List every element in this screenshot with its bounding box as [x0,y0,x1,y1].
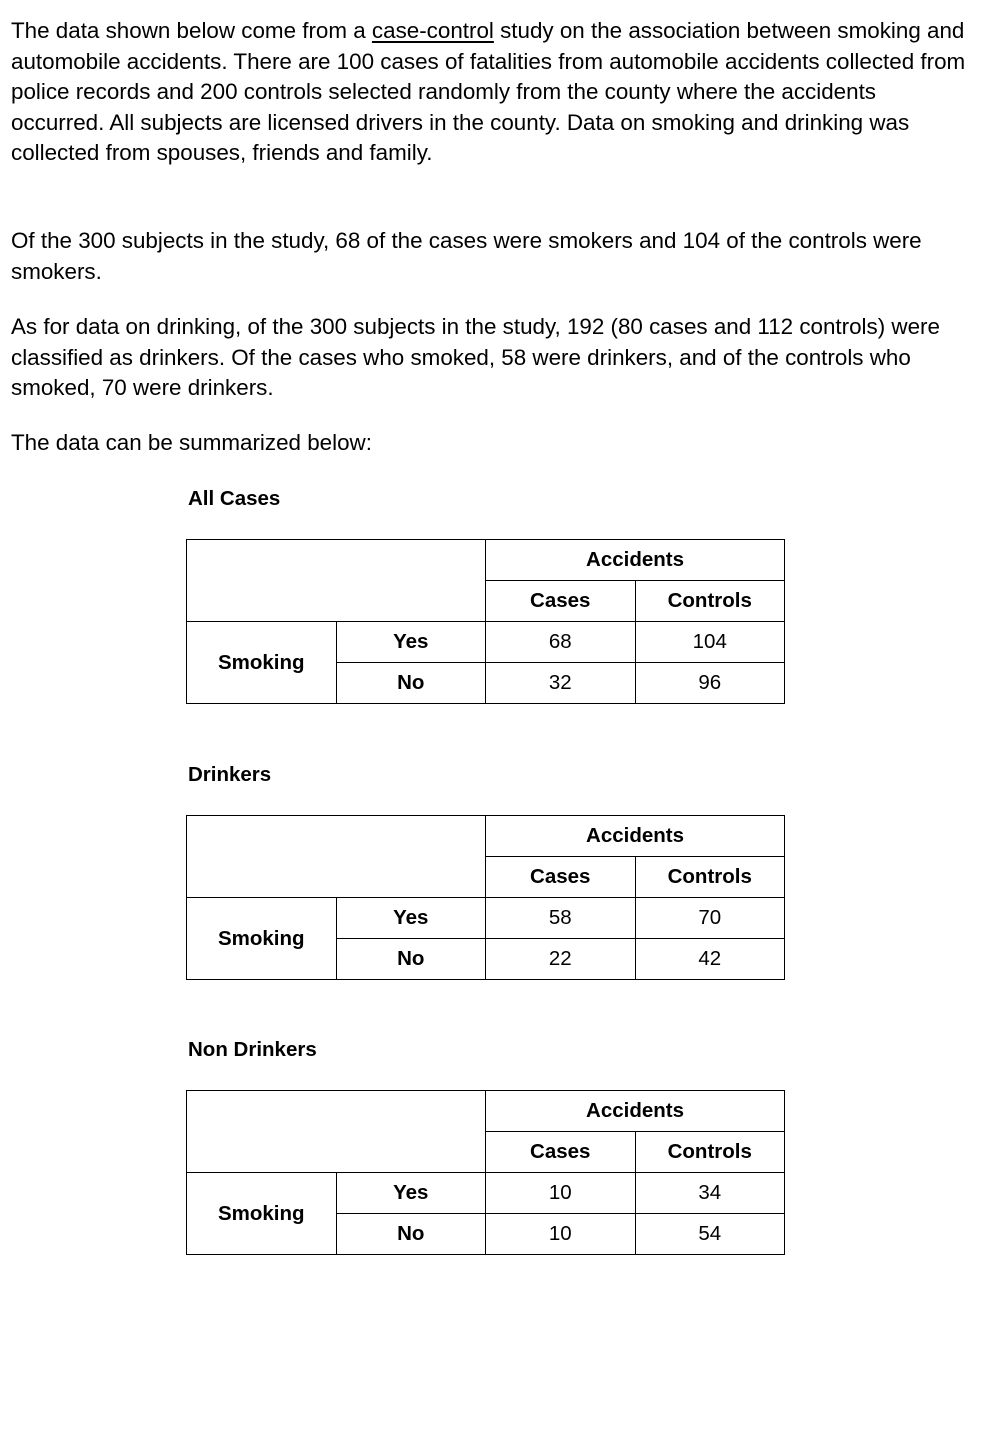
no-cases-value: 10 [486,1214,636,1255]
no-cases-value: 22 [486,939,636,980]
controls-header: Controls [635,1132,785,1173]
intro-paragraph [11,16,971,169]
no-controls-value: 54 [635,1214,785,1255]
no-controls-value: 96 [635,663,785,704]
smokers-paragraph: Of the 300 subjects in the study, 68 of the cases were smokers and 104 of the controls were smokers. [11,228,922,284]
table-row [187,1173,785,1214]
no-controls-value: 42 [635,939,785,980]
empty-corner-cell [187,540,486,622]
intro-text-start: The data shown below come from a [11,18,372,43]
empty-corner-cell [187,1091,486,1173]
yes-cases-value: 58 [486,898,636,939]
table-header-row [187,540,785,581]
drinkers-title: Drinkers [188,763,272,786]
yes-controls-value: 34 [635,1173,785,1214]
intro-text-end: study on the association between smoking and automobile accidents. There are 100 cases of fatalities from automobile accidents collected from police records and 200 controls selected randomly from the county where the accidents occurred. All subjects are licensed drivers in the county. Data on smoking and drinking was collected from spouses, friends and family. [11,18,966,166]
table-header-row [187,816,785,857]
table-row [187,898,785,939]
smoking-label: Smoking [187,1173,337,1255]
non-drinkers-title: Non Drinkers [188,1038,317,1061]
yes-cases-value: 10 [486,1173,636,1214]
all-cases-title: All Cases [188,487,281,510]
table-header-row [187,1091,785,1132]
controls-header: Controls [635,581,785,622]
accidents-header: Accidents [486,816,785,857]
empty-corner-cell [187,816,486,898]
yes-label: Yes [336,622,486,663]
smoking-label: Smoking [187,622,337,704]
yes-controls-value: 70 [635,898,785,939]
cases-header: Cases [486,857,636,898]
drinkers-paragraph: As for data on drinking, of the 300 subjects in the study, 192 (80 cases and 112 controls) were classified as drinkers. Of the cases who smoked, 58 were drinkers, and of the controls who smoked, 70 were drinkers. [11,314,940,401]
accidents-header: Accidents [486,1091,785,1132]
no-label: No [336,1214,486,1255]
cases-header: Cases [486,1132,636,1173]
yes-label: Yes [336,1173,486,1214]
yes-controls-value: 104 [635,622,785,663]
no-cases-value: 32 [486,663,636,704]
summary-paragraph: The data can be summarized below: [11,430,372,455]
controls-header: Controls [635,857,785,898]
yes-label: Yes [336,898,486,939]
all-cases-table [186,539,785,704]
case-control-link[interactable]: case-control [371,18,494,43]
cases-header: Cases [486,581,636,622]
no-label: No [336,663,486,704]
drinkers-table [186,815,785,980]
no-label: No [336,939,486,980]
accidents-header: Accidents [486,540,785,581]
non-drinkers-table [186,1090,785,1255]
yes-cases-value: 68 [486,622,636,663]
table-row [187,622,785,663]
smoking-label: Smoking [187,898,337,980]
